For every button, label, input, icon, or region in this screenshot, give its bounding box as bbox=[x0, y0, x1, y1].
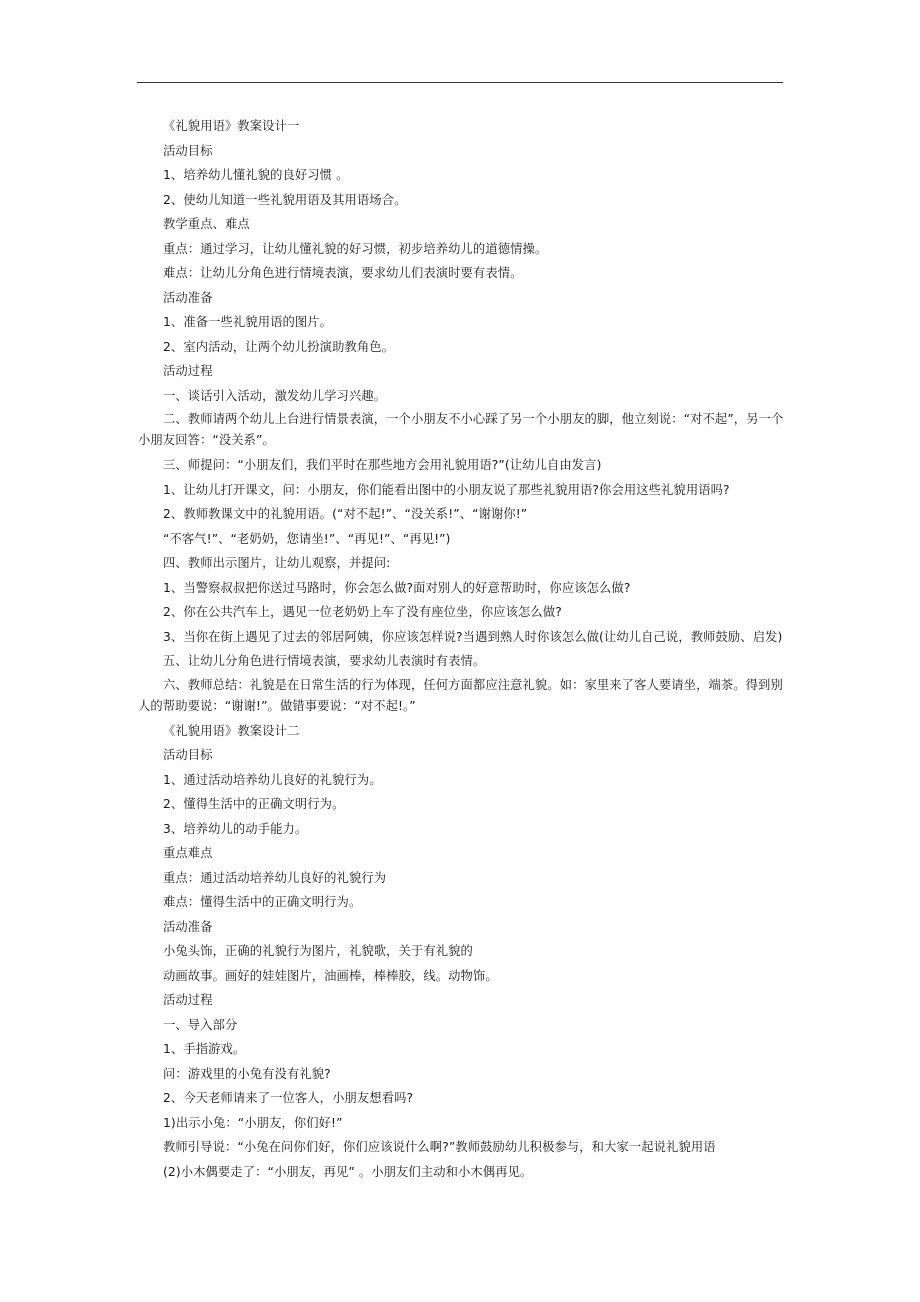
document-body bbox=[138, 114, 784, 1184]
paragraph-line: 3、当你在街上遇见了过去的邻居阿姨，你应该怎样说?当遇到熟人时你该怎么做(让幼儿自己说，教师鼓励、启发) bbox=[163, 629, 783, 644]
paragraph-line: 一、谈话引入活动，激发幼儿学习兴趣。 bbox=[163, 388, 387, 403]
paragraph-line: 1、通过活动培养幼儿良好的礼貌行为。 bbox=[163, 772, 382, 787]
paragraph-line: 2、使幼儿知道一些礼貌用语及其用语场合。 bbox=[163, 192, 407, 207]
paragraph-line: 教学重点、难点 bbox=[163, 217, 250, 231]
paragraph-line: 2、教师教课文中的礼貌用语。(“对不起!”、“没关系!”、“谢谢你!” bbox=[163, 507, 528, 521]
paragraph-line: 难点：让幼儿分角色进行情境表演，要求幼儿们表演时要有表情。 bbox=[163, 266, 523, 280]
paragraph-line: 重点：通过活动培养幼儿良好的礼貌行为 bbox=[163, 870, 387, 885]
paragraph-line: 难点：懂得生活中的正确文明行为。 bbox=[163, 895, 362, 909]
paragraph-line: 2、室内活动，让两个幼儿扮演助教角色。 bbox=[163, 339, 395, 354]
paragraph-line: 动画故事。画好的娃娃图片，油画棒，棒棒胶，线。动物饰。 bbox=[163, 968, 498, 983]
paragraph-line: 《礼貌用语》教案设计一 bbox=[163, 119, 300, 133]
paragraph-line: (2)小木偶要走了：“小朋友，再见” 。小朋友们主动和小木偶再见。 bbox=[163, 1164, 533, 1179]
paragraph-line: 活动过程 bbox=[163, 993, 213, 1007]
paragraph-line: 三、师提问：“小朋友们，我们平时在那些地方会用礼貌用语?”(让幼儿自由发言) bbox=[163, 458, 602, 472]
paragraph-line: 3、培养幼儿的动手能力。 bbox=[163, 821, 308, 836]
paragraph-line: 2、你在公共汽车上，遇见一位老奶奶上车了没有座位坐，你应该怎么做? bbox=[163, 605, 562, 619]
paragraph-line: 教师引导说：“小兔在问你们好，你们应该说什么啊?”教师鼓励幼儿积极参与，和大家一起说礼貌用语 bbox=[163, 1140, 716, 1154]
paragraph-line: 问：游戏里的小兔有没有礼貌? bbox=[163, 1066, 331, 1081]
paragraph-line: 活动目标 bbox=[163, 748, 213, 762]
paragraph-line: 活动过程 bbox=[163, 364, 213, 378]
paragraph-line: 六、教师总结：礼貌是在日常生活的行为体现，任何方面都应注意礼貌。如：家里来了客人要请坐，端茶。得到别人的帮助要说：“谢谢!”。做错事要说：“对不起!。” bbox=[138, 677, 783, 713]
paragraph-line: “不客气!”、“老奶奶，您请坐!”、“再见!”、“再见!”) bbox=[163, 531, 451, 546]
paragraph-line: 重点难点 bbox=[163, 846, 213, 860]
paragraph-line: 小兔头饰，正确的礼貌行为图片，礼貌歌，关于有礼貌的 bbox=[163, 944, 473, 958]
paragraph-line: 五、让幼儿分角色进行情境表演，要求幼儿表演时有表情。 bbox=[163, 654, 486, 668]
paragraph-line: 1、培养幼儿懂礼貌的良好习惯 。 bbox=[163, 168, 349, 182]
paragraph-line: 2、懂得生活中的正确文明行为。 bbox=[163, 797, 345, 811]
paragraph-line: 1、手指游戏。 bbox=[163, 1042, 246, 1056]
paragraph-line: 活动目标 bbox=[163, 143, 213, 158]
paragraph-line: 活动准备 bbox=[163, 919, 213, 934]
paragraph-line: 2、今天老师请来了一位客人，小朋友想看吗? bbox=[163, 1091, 414, 1105]
paragraph-line: 四、教师出示图片，让幼儿观察，并提问: bbox=[163, 556, 391, 570]
paragraph-line: 1)出示小兔：“小朋友，你们好!” bbox=[163, 1115, 343, 1130]
header-rule bbox=[137, 82, 783, 83]
paragraph-line: 活动准备 bbox=[163, 290, 213, 305]
paragraph-line: 二、教师请两个幼儿上台进行情景表演，一个小朋友不小心踩了另一个小朋友的脚，他立刻说：“对不起”，另一个小朋友回答：“没关系”。 bbox=[138, 412, 784, 447]
paragraph-line: 1、让幼儿打开课文，问：小朋友，你们能看出图中的小朋友说了那些礼貌用语?你会用这些礼貌用语吗? bbox=[163, 482, 730, 497]
paragraph-line: 重点：通过学习，让幼儿懂礼貌的好习惯，初步培养幼儿的道德情操。 bbox=[163, 241, 548, 256]
paragraph-line: 一、导入部分 bbox=[163, 1017, 238, 1032]
paragraph-line: 《礼貌用语》教案设计二 bbox=[163, 723, 300, 738]
paragraph-line: 1、准备一些礼貌用语的图片。 bbox=[163, 315, 333, 329]
paragraph-line: 1、当警察叔叔把你送过马路时，你会怎么做?面对别人的好意帮助时，你应该怎么做? bbox=[163, 580, 631, 595]
